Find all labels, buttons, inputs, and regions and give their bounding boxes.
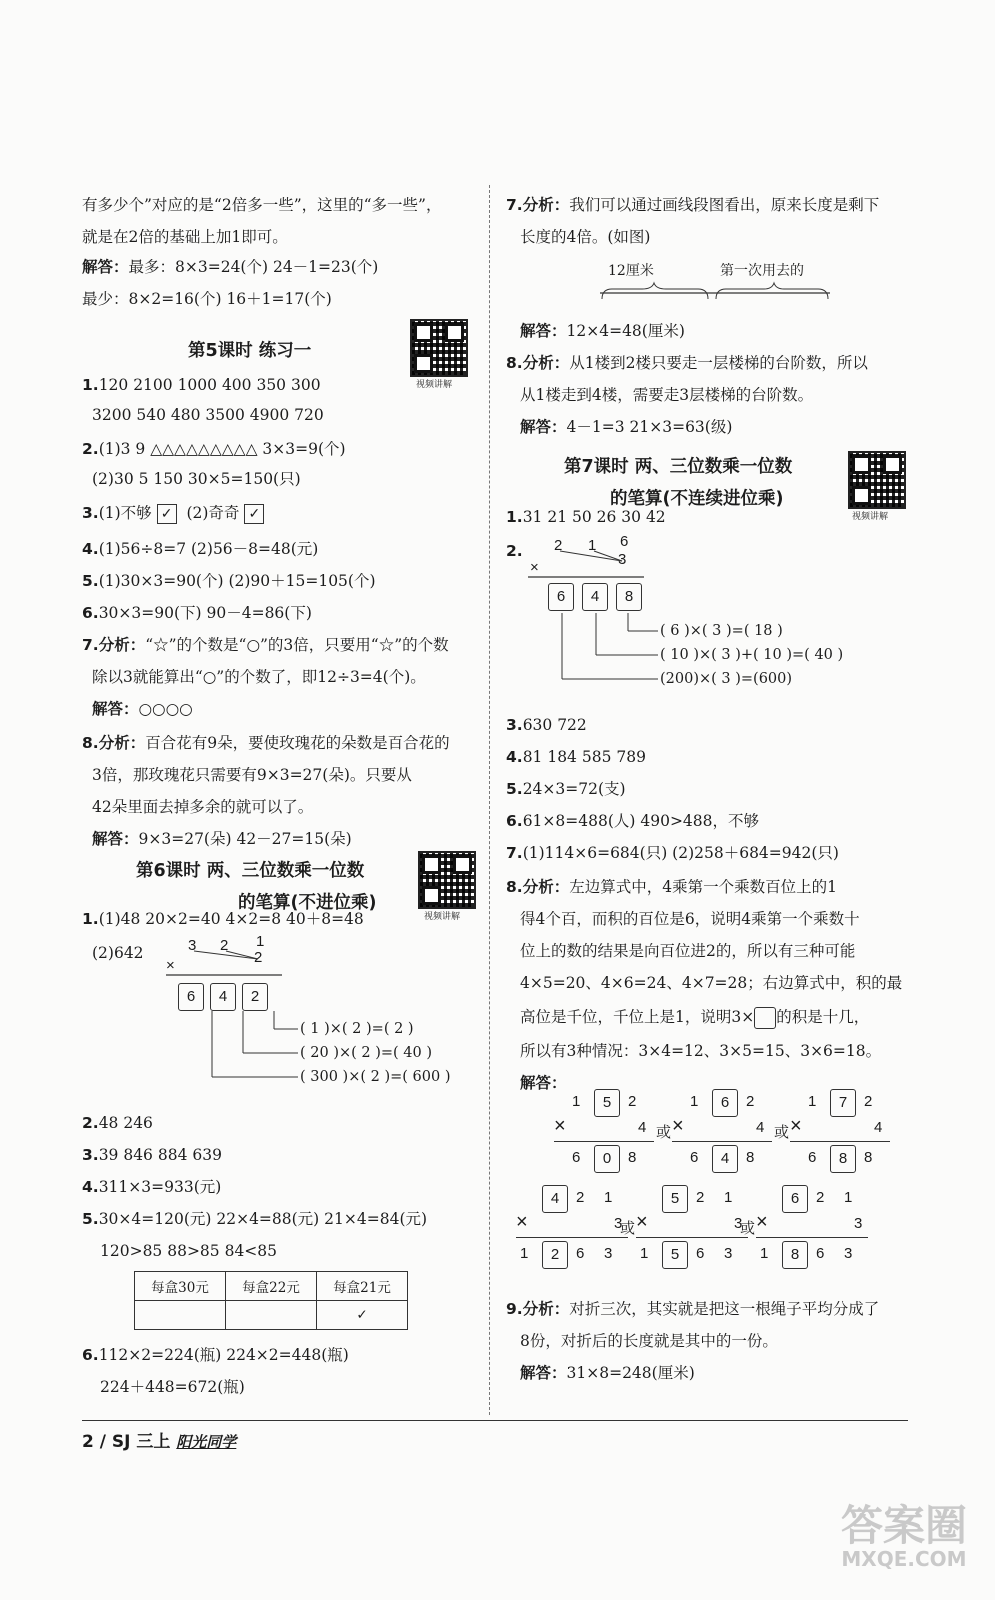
page-footer (82, 1427, 236, 1452)
question-text: 120>85 88>85 84<85 (100, 1242, 278, 1260)
blank-box (754, 1007, 776, 1029)
multiplication-diagram (166, 933, 466, 1097)
underline (554, 1141, 654, 1142)
digit: 1 (256, 933, 265, 950)
times-sign: × (516, 1211, 528, 1233)
question-number: 3. (82, 504, 99, 522)
question-text: (1)不够 (98, 504, 152, 522)
answer-text: 最多：8×3=24(个) 24－1=23(个) (128, 258, 379, 276)
table-cell: ✓ (317, 1301, 408, 1330)
digit: 2 (864, 1093, 873, 1110)
digit: 3 (724, 1245, 733, 1262)
digit-box: 6 (782, 1185, 808, 1213)
digit: 1 (588, 537, 597, 554)
segment-label: 12厘米 (608, 263, 654, 279)
question-text: “☆”的个数是“○”的3倍，只要用“☆”的个数 (145, 636, 449, 654)
checkbox-icon: ✓ (157, 504, 177, 524)
question-number: 4. (506, 748, 523, 766)
question-text: (1)48 20×2=40 4×2=8 40＋8=48 (98, 910, 364, 928)
question-text: 的积是十几， (776, 1008, 870, 1026)
times-sign: × (756, 1211, 768, 1233)
equation: (200)×( 3 )=(600) (660, 671, 793, 687)
question-text: 31 21 50 26 30 42 (522, 508, 666, 526)
underline (756, 1237, 868, 1238)
question-number: 1. (82, 910, 99, 928)
analysis-label: 分析： (522, 354, 570, 372)
digit-box: 8 (830, 1145, 856, 1173)
question-number: 3. (82, 1146, 99, 1164)
question-text: 所以有3种情况：3×4=12、3×5=15、3×6=18。 (520, 1042, 882, 1060)
digit-box: 0 (594, 1145, 620, 1173)
digit: 8 (628, 1149, 637, 1166)
digit-box: 5 (594, 1089, 620, 1117)
times-sign: × (166, 957, 175, 974)
question-number: 5. (82, 572, 99, 590)
footer-rule (82, 1420, 908, 1421)
qr-caption: 视频讲解 (416, 380, 453, 390)
digit: 1 (844, 1189, 853, 1206)
checkbox-icon: ✓ (244, 504, 264, 524)
table-cell (226, 1301, 317, 1330)
question-number: 5. (506, 780, 523, 798)
question-text: 120 2100 1000 400 350 300 (98, 376, 321, 394)
digit: 3 (604, 1245, 613, 1262)
digit-box: 4 (712, 1145, 738, 1173)
table-header: 每盒22元 (226, 1272, 317, 1301)
digit: 1 (808, 1093, 817, 1110)
question-number: 7. (82, 636, 99, 654)
question-number: 2. (82, 1114, 99, 1132)
answer-label: 解答： (82, 258, 129, 276)
digit: 3 (734, 1215, 743, 1232)
analysis-label: 分析： (522, 1300, 570, 1318)
watermark (840, 1501, 967, 1571)
equation: ( 1 )×( 2 )=( 2 ) (300, 1021, 414, 1037)
digit-box: 5 (662, 1241, 688, 1269)
times-sign: × (672, 1115, 684, 1137)
question-text: 得4个百，而积的百位是6，说明4乘第一个乘数十 (520, 910, 860, 928)
times-sign: × (790, 1115, 802, 1137)
or-label: 或 (656, 1123, 672, 1141)
table-header: 每盒21元 (317, 1272, 408, 1301)
digit: 3 (844, 1245, 853, 1262)
question-text: 从1楼到2楼只要走一层楼梯的台阶数，所以 (569, 354, 868, 372)
question-text: 8份，对折后的长度就是其中的一份。 (520, 1332, 778, 1350)
question-number: 2. (506, 542, 523, 560)
question-text: 左边算式中，4乘第一个乘数百位上的1 (569, 878, 837, 896)
question-text: 3200 540 480 3500 4900 720 (92, 406, 324, 424)
question-number: 4. (82, 540, 99, 558)
question-number: 5. (82, 1210, 99, 1228)
multiplication-puzzle (516, 1189, 636, 1279)
digit: 2 (576, 1189, 585, 1206)
underline (516, 1237, 628, 1238)
digit: 1 (640, 1245, 649, 1262)
question-text: 高位是千位，千位上是1，说明3× (520, 1008, 755, 1026)
digit: 2 (220, 937, 229, 954)
question-text: (1)114×6=684(只) (2)258＋684=942(只) (522, 844, 839, 862)
answer-label: 解答： (520, 322, 567, 340)
digit: 2 (254, 949, 263, 966)
question-text: 我们可以通过画线段图看出，原来长度是剩下 (569, 196, 880, 214)
table-header: 每盒30元 (135, 1272, 226, 1301)
question-number: 8. (506, 878, 523, 896)
question-number: 3. (506, 716, 523, 734)
qr-code-icon (848, 451, 906, 509)
digit: 2 (816, 1189, 825, 1206)
result-digit-box: 4 (582, 583, 608, 611)
question-text: (1)56÷8=7 (2)56－8=48(元) (98, 540, 319, 558)
question-number: 7. (506, 844, 523, 862)
question-number: 1. (82, 376, 99, 394)
digit: 2 (554, 537, 563, 554)
question-text: 3倍，那玫瑰花只需要有9×3=27(朵)。只要从 (92, 766, 412, 784)
analysis-label: 分析： (98, 734, 146, 752)
page-number: 2 / SJ 三上 (82, 1432, 171, 1452)
digit-box: 6 (712, 1089, 738, 1117)
question-text: 39 846 884 639 (98, 1146, 222, 1164)
question-number: 4. (82, 1178, 99, 1196)
lesson-7-title: 第7课时 两、三位数乘一位数 (564, 457, 793, 477)
or-label: 或 (740, 1219, 756, 1237)
question-text: 从1楼走到4楼，需要走3层楼梯的台阶数。 (520, 386, 814, 404)
question-text: 除以3就能算出“○”的个数了，即12÷3=4(个)。 (92, 668, 426, 686)
question-text: 30×4=120(元) 22×4=88(元) 21×4=84(元) (98, 1210, 428, 1228)
lesson-6-subtitle: 的笔算(不进位乘) (238, 893, 377, 913)
question-number: 6. (506, 812, 523, 830)
analysis-label: 分析： (522, 196, 570, 214)
result-digit-box: 2 (242, 983, 268, 1011)
answer-label: 解答： (92, 830, 139, 848)
answer-label: 解答： (520, 418, 567, 436)
question-text: (2)奇奇 (186, 504, 240, 522)
digit-box: 7 (830, 1089, 856, 1117)
question-text: 81 184 585 789 (522, 748, 646, 766)
digit-box: 8 (782, 1241, 808, 1269)
question-number: 7. (506, 196, 523, 214)
digit: 1 (604, 1189, 613, 1206)
watermark-text: 答案圈 (840, 1501, 967, 1550)
question-text: 24×3=72(支) (522, 780, 626, 798)
puzzle-row-b (516, 1189, 924, 1279)
qr-code-icon (410, 319, 468, 377)
question-text: 百合花有9朵，要使玫瑰花的朵数是百合花的 (145, 734, 450, 752)
question-text: (2)642 (92, 944, 144, 962)
underline (672, 1141, 772, 1142)
qr-caption: 视频讲解 (424, 912, 461, 922)
column-divider (489, 185, 490, 1415)
digit: 6 (572, 1149, 581, 1166)
watermark-url: MXQE.COM (841, 1547, 967, 1571)
answer-label: 解答： (520, 1074, 567, 1092)
multiplication-puzzle (636, 1189, 756, 1279)
question-number: 8. (82, 734, 99, 752)
question-number: 6. (82, 1346, 99, 1364)
digit: 2 (696, 1189, 705, 1206)
digit-box: 2 (542, 1241, 568, 1269)
equation: ( 20 )×( 2 )=( 40 ) (300, 1045, 433, 1061)
segment-diagram (598, 281, 834, 303)
text-line: 有多少个”对应的是“2倍多一些”，这里的“多一些”， (82, 196, 442, 214)
result-digit-box: 6 (178, 983, 204, 1011)
digit: 3 (854, 1215, 863, 1232)
answer-label: 解答： (92, 700, 139, 718)
multiplication-puzzle (756, 1189, 874, 1279)
qr-caption: 视频讲解 (852, 512, 889, 522)
digit: 1 (724, 1189, 733, 1206)
question-text: (2)30 5 150 30×5=150(只) (92, 470, 301, 488)
question-text: 4×5=20、4×6=24、4×7=28；右边算式中，积的最 (520, 974, 903, 992)
digit: 1 (690, 1093, 699, 1110)
multiplication-puzzle (672, 1093, 790, 1183)
times-sign: × (554, 1115, 566, 1137)
underline (790, 1141, 890, 1142)
question-text: 224＋448=672(瓶) (100, 1378, 245, 1396)
times-sign: × (636, 1211, 648, 1233)
question-number: 2. (82, 440, 99, 458)
digit-box: 4 (542, 1185, 568, 1213)
digit: 6 (576, 1245, 585, 1262)
lesson-5-title: 第5课时 练习一 (188, 341, 312, 361)
answer-text: ○○○○ (138, 700, 193, 718)
digit: 3 (188, 937, 197, 954)
question-number: 6. (82, 604, 99, 622)
digit: 6 (816, 1245, 825, 1262)
question-text: (1)30×3=90(个) (2)90＋15=105(个) (98, 572, 376, 590)
digit: 8 (746, 1149, 755, 1166)
digit: 1 (572, 1093, 581, 1110)
answer-label: 解答： (520, 1364, 567, 1382)
answer-text: 12×4=48(厘米) (566, 322, 685, 340)
digit: 3 (614, 1215, 623, 1232)
answer-text: 9×3=27(朵) 42－27=15(朵) (138, 830, 352, 848)
digit: 4 (874, 1119, 883, 1136)
underline (636, 1237, 748, 1238)
or-label: 或 (774, 1123, 790, 1141)
times-sign: × (530, 559, 539, 576)
digit-box: 5 (662, 1185, 688, 1213)
digit: 6 (696, 1245, 705, 1262)
question-text: 30×3=90(下) 90－4=86(下) (98, 604, 312, 622)
digit: 4 (756, 1119, 765, 1136)
digit: 3 (618, 551, 627, 568)
segment-label: 第一次用去的 (720, 263, 804, 279)
digit: 6 (690, 1149, 699, 1166)
question-text: 112×2=224(瓶) 224×2=448(瓶) (98, 1346, 349, 1364)
multiplication-puzzle (554, 1093, 672, 1183)
question-text: 630 722 (522, 716, 587, 734)
question-text: 311×3=933(元) (98, 1178, 222, 1196)
question-number: 8. (506, 354, 523, 372)
digit: 4 (638, 1119, 647, 1136)
digit: 2 (628, 1093, 637, 1110)
question-text: 长度的4倍。(如图) (520, 228, 651, 246)
equation: ( 10 )×( 3 )+( 10 )=( 40 ) (660, 647, 844, 663)
result-digit-box: 4 (210, 983, 236, 1011)
result-digit-box: 6 (548, 583, 574, 611)
brand-logo: 阳光同学 (176, 1433, 237, 1451)
analysis-label: 分析： (522, 878, 570, 896)
analysis-label: 分析： (98, 636, 146, 654)
qr-code-icon (418, 851, 476, 909)
question-text: 对折三次，其实就是把这一根绳子平均分成了 (569, 1300, 880, 1318)
or-label: 或 (620, 1219, 636, 1237)
price-table (134, 1271, 408, 1330)
digit: 1 (760, 1245, 769, 1262)
result-digit-box: 8 (616, 583, 642, 611)
question-text: 48 246 (98, 1114, 153, 1132)
question-number: 1. (506, 508, 523, 526)
text-line: 就是在2倍的基础上加1即可。 (82, 228, 288, 246)
answer-text: 31×8=248(厘米) (566, 1364, 695, 1382)
digit: 8 (864, 1149, 873, 1166)
question-text: (1)3 9 △△△△△△△△△ 3×3=9(个) (98, 440, 346, 458)
question-text: 42朵里面去掉多余的就可以了。 (92, 798, 314, 816)
answer-text: 4－1=3 21×3=63(级) (566, 418, 733, 436)
lesson-6-title: 第6课时 两、三位数乘一位数 (136, 861, 365, 881)
table-cell (135, 1301, 226, 1330)
puzzle-row-a (554, 1093, 922, 1183)
multiplication-diagram (512, 533, 852, 697)
multiplication-puzzle (790, 1093, 908, 1183)
digit: 6 (808, 1149, 817, 1166)
equation: ( 6 )×( 3 )=( 18 ) (660, 623, 783, 639)
digit: 1 (520, 1245, 529, 1262)
answer-text: 最少：8×2=16(个) 16＋1=17(个) (82, 290, 332, 308)
lesson-7-subtitle: 的笔算(不连续进位乘) (610, 489, 784, 509)
question-text: 61×8=488(人) 490>488，不够 (522, 812, 760, 830)
digit: 6 (620, 533, 629, 550)
question-number: 9. (506, 1300, 523, 1318)
question-text: 位上的数的结果是向百位进2的，所以有三种可能 (520, 942, 856, 960)
equation: ( 300 )×( 2 )=( 600 ) (300, 1069, 451, 1085)
digit: 2 (746, 1093, 755, 1110)
